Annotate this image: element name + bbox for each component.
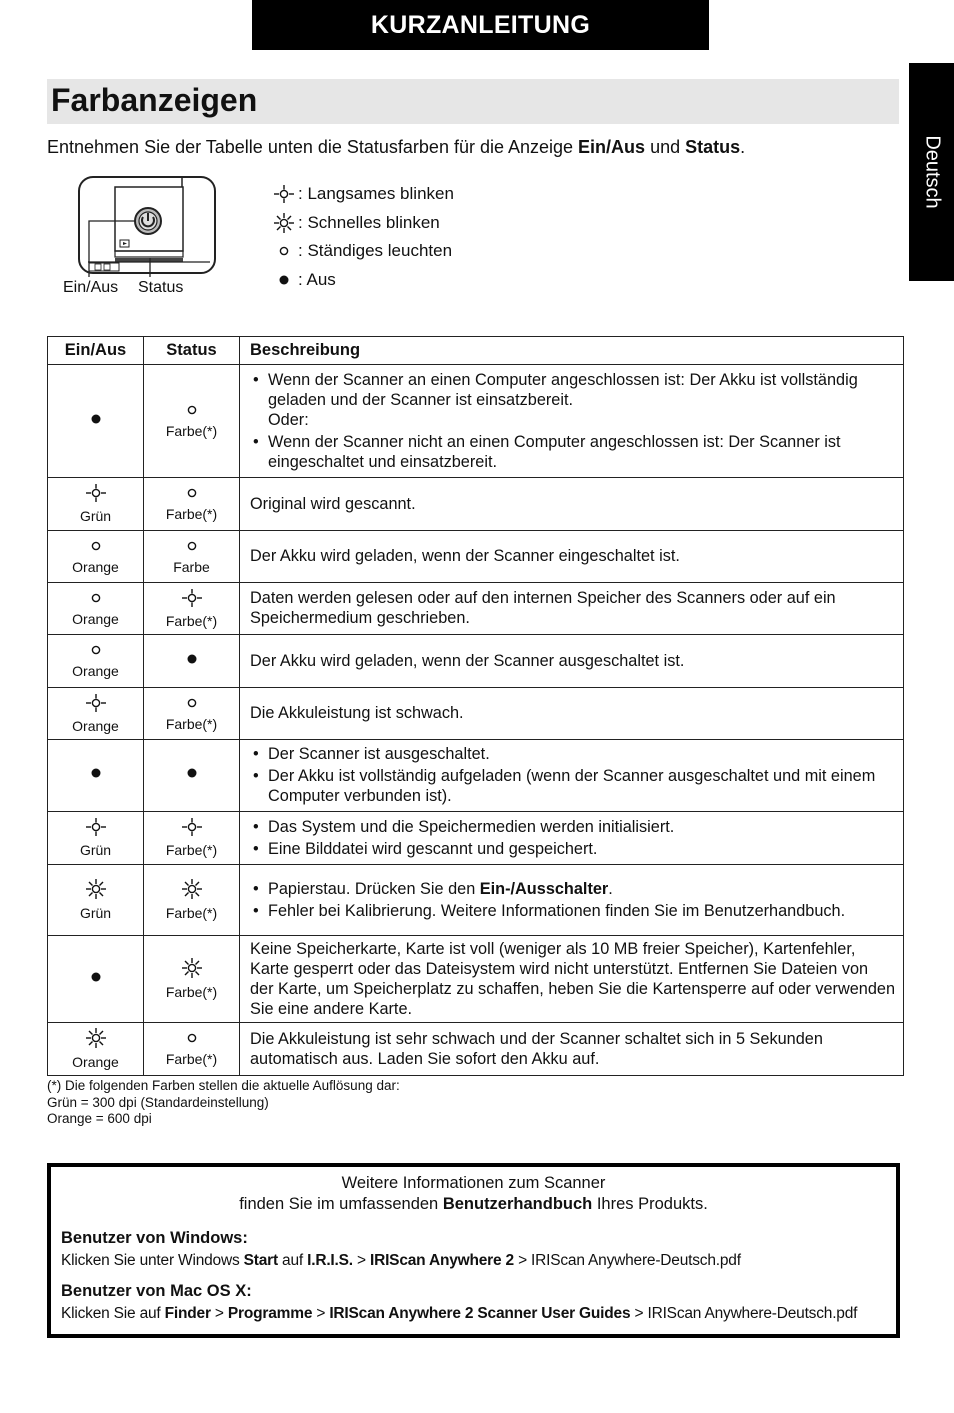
power-cell [48,531,144,583]
table-row [48,740,904,812]
indicator-color-label: Grün [79,905,112,921]
description-bullet: • Der Scanner ist ausgeschaltet. [250,744,895,764]
description-cell: Die Akkuleistung ist sehr schwach und der Scanner schaltet sich in 5 Sekunden automatisch aus. Laden Sie sofort den Akku auf. [240,1023,904,1076]
indicator-color-label: Grün [79,842,112,858]
indicator-color-label: Orange [72,558,119,575]
table-row [48,1023,904,1076]
power-cell [48,812,144,865]
legend-item [270,266,454,295]
steady-on-icon [89,643,103,662]
off-icon [185,652,199,671]
fast-blink-icon [270,213,298,233]
steady-on-icon [185,1031,199,1050]
power-cell [48,936,144,1023]
language-tab-label: Deutsch [921,135,943,209]
description-cell: Keine Speicherkarte, Karte ist voll (weniger als 10 MB freier Speicher), Kartenfehler, Karte gesperrt oder das Dateisystem wird nicht unterstützt. Entfernen Sie Dateien von der Karte, um Speicherplatz zu schaffen, heben Sie die Kartensperre auf oder verwenden Sie eine andere Karte. [240,936,904,1023]
legend-item [270,180,454,209]
description-bullet: • Der Akku ist vollständig aufgeladen (wenn der Scanner ausgeschaltet und mit einem Computer verbunden ist). [250,766,895,806]
table-row [48,865,904,936]
indicator-color-label: Orange [72,1054,119,1070]
power-cell [48,583,144,635]
description-bullet: • Das System und die Speichermedien werden initialisiert. [250,817,895,837]
power-cell [48,635,144,688]
indicator-color-label: Orange [72,663,119,679]
legend-item-label: : Schnelles blinken [298,212,440,232]
description-cell: Daten werden gelesen oder auf den internen Speicher des Scanners oder auf ein Speichermedium geschrieben. [240,583,904,635]
fast-blink-icon [85,879,107,904]
legend-item-label: : Ständiges leuchten [298,241,453,261]
fast-blink-icon [181,958,203,983]
fast-blink-icon [181,879,203,904]
indicator-color-label: Farbe(*) [165,984,218,1000]
status-table [47,336,904,1076]
steady-on-icon [89,591,103,610]
slow-blink-icon [85,484,107,507]
slow-blink-icon [85,694,107,717]
legend-item [270,237,454,266]
table-row [48,531,904,583]
table-row [48,635,904,688]
footnote: (*) Die folgenden Farben stellen die aktuelle Auflösung dar: Grün = 300 dpi (Standardeinstellung) Orange = 600 dpi [47,1078,400,1126]
description-bullet: • Papierstau. Drücken Sie den Ein-/Ausschalter. [250,879,895,899]
intro-text: Entnehmen Sie der Tabelle unten die Statusfarben für die Anzeige Ein/Aus und Status. [47,137,746,157]
off-icon [89,766,103,785]
power-cell [48,740,144,812]
status-cell [144,740,240,812]
indicator-color-label: Farbe [173,558,210,575]
windows-heading: Benutzer von Windows: [61,1229,248,1247]
indicator-color-label: Farbe(*) [165,715,218,732]
indicator-color-label: Orange [72,717,119,734]
status-cell [144,635,240,688]
section-title: Farbanzeigen [47,79,899,124]
status-cell [144,478,240,531]
description-cell: Der Akku wird geladen, wenn der Scanner eingeschaltet ist. [240,531,904,583]
indicator-color-label: Farbe(*) [165,842,218,858]
table-row [48,688,904,740]
table-header-row [48,337,904,365]
steady-on-icon [185,696,199,715]
power-cell [48,478,144,531]
description-cell [240,865,904,936]
header-title: KURZANLEITUNG [252,0,709,50]
status-cell [144,1023,240,1076]
off-icon [270,273,298,287]
off-icon [89,970,103,989]
info-box-intro: Weitere Informationen zum Scanner finden Sie im umfassenden Benutzerhandbuch Ihres Produkts. [239,1174,708,1213]
off-icon [185,766,199,785]
steady-on-icon [270,244,298,258]
slow-blink-icon [85,818,107,841]
table-row [48,365,904,478]
header-power: Ein/Aus [48,337,144,365]
table-row [48,478,904,531]
header-status: Status [144,337,240,365]
description-bullet: • Wenn der Scanner nicht an einen Computer angeschlossen ist: Der Scanner ist eingeschaltet und einsatzbereit. [250,432,895,472]
power-cell [48,365,144,478]
table-row [48,936,904,1023]
status-indicator-label: Status [138,279,184,296]
indicator-color-label: Grün [79,508,112,524]
description-bullet: • Wenn der Scanner an einen Computer angeschlossen ist: Der Akku ist vollständig geladen und der Scanner ist einsatzbereit. Oder: [250,370,895,430]
status-cell [144,583,240,635]
status-cell [144,531,240,583]
indicator-color-label: Farbe(*) [165,423,218,439]
description-bullet: • Fehler bei Kalibrierung. Weitere Informationen finden Sie im Benutzerhandbuch. [250,901,895,921]
info-box [47,1163,900,1338]
status-cell [144,688,240,740]
description-cell: Der Akku wird geladen, wenn der Scanner ausgeschaltet ist. [240,635,904,688]
indicator-color-label: Orange [72,610,119,627]
language-tab [909,63,954,281]
header-description: Beschreibung [240,337,904,365]
power-cell [48,865,144,936]
status-cell [144,865,240,936]
status-cell [144,812,240,865]
description-cell [240,740,904,812]
steady-on-icon [185,486,199,505]
legend-item-label: : Aus [298,270,336,290]
windows-path: Klicken Sie unter Windows Start auf I.R.I.S. > IRIScan Anywhere 2 > IRIScan Anywhere-Deutsch.pdf [61,1252,741,1269]
power-indicator-label: Ein/Aus [63,279,119,296]
legend [270,180,454,294]
description-cell [240,365,904,478]
slow-blink-icon [181,818,203,841]
table-row [48,812,904,865]
steady-on-icon [185,539,199,558]
table-row [48,583,904,635]
off-icon [89,412,103,431]
power-cell [48,1023,144,1076]
indicator-color-label: Farbe(*) [165,1051,218,1067]
indicator-color-label: Farbe(*) [165,905,218,921]
status-cell [144,936,240,1023]
description-cell: Die Akkuleistung ist schwach. [240,688,904,740]
indicator-color-label: Farbe(*) [165,506,218,522]
description-cell [240,812,904,865]
description-cell: Original wird gescannt. [240,478,904,531]
description-bullet: • Eine Bilddatei wird gescannt und gespeichert. [250,839,895,859]
slow-blink-icon [270,185,298,203]
mac-heading: Benutzer von Mac OS X: [61,1282,252,1300]
steady-on-icon [89,539,103,558]
legend-item [270,209,454,238]
legend-item-label: : Langsames blinken [298,184,454,204]
mac-path: Klicken Sie auf Finder > Programme > IRIScan Anywhere 2 Scanner User Guides > IRIScan Anywhere-Deutsch.pdf [61,1305,858,1322]
power-cell [48,688,144,740]
status-cell [144,365,240,478]
indicator-color-label: Farbe(*) [165,612,218,629]
steady-on-icon [185,403,199,422]
slow-blink-icon [181,589,203,612]
fast-blink-icon [85,1028,107,1053]
